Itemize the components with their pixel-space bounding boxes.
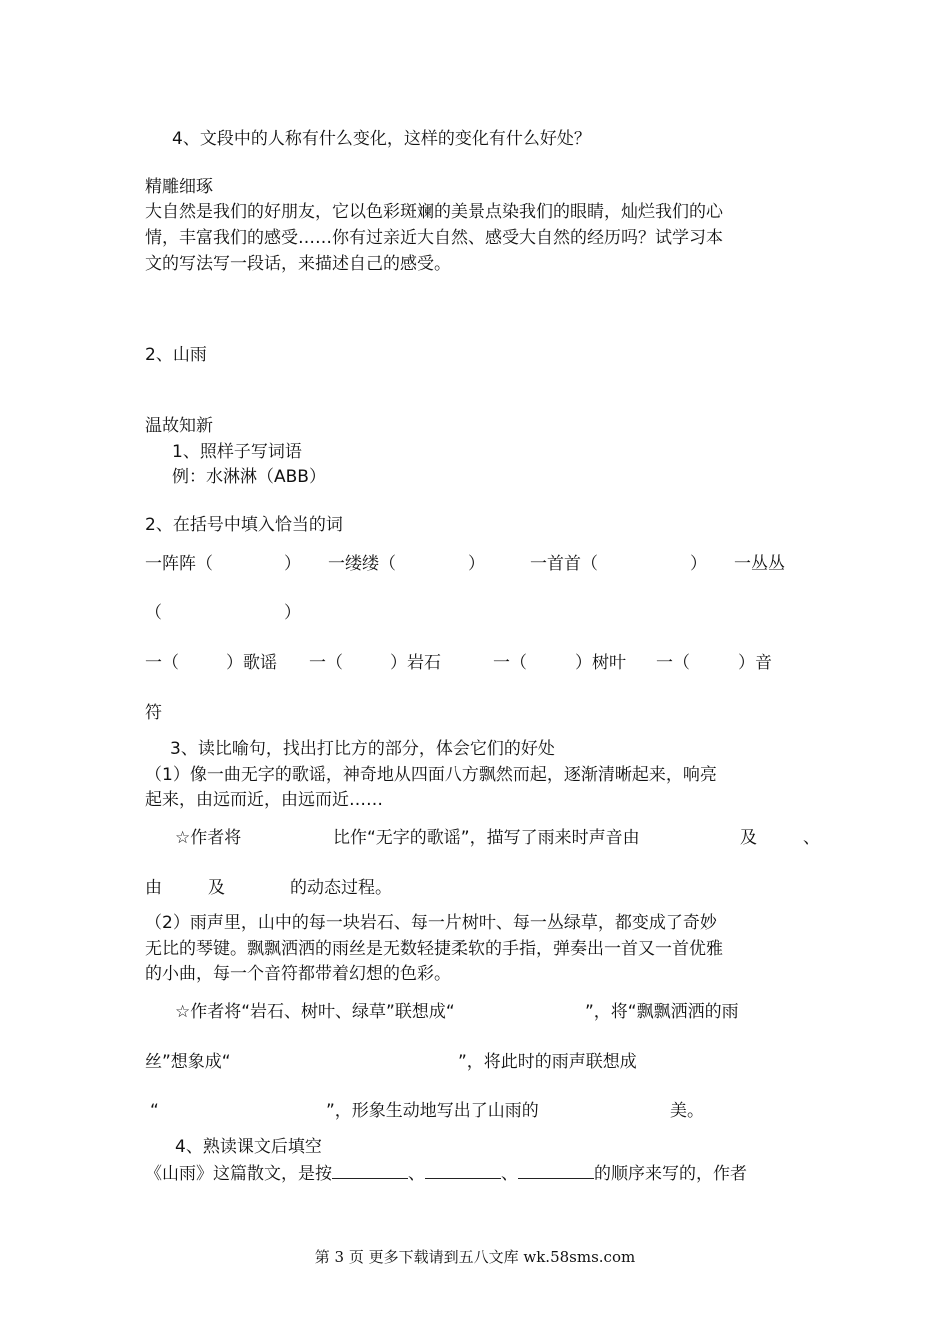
q2-r2-a: 一（: [145, 653, 179, 673]
q4-fill-part3: 、: [501, 1164, 518, 1184]
q2-r1b-open: （: [145, 603, 162, 623]
q4-fill-line: [145, 1162, 747, 1185]
q2-r2b: 符: [145, 703, 162, 723]
q2-r1-e: 一首首（: [530, 554, 598, 574]
q4-fill-part2: 、: [408, 1164, 425, 1184]
q3-a1-part1: ☆作者将: [175, 828, 242, 848]
q3-a1b-part3: 的动态过程。: [290, 878, 392, 898]
q3-a1-part2: 比作“无字的歌谣”，描写了雨来时声音由: [333, 828, 640, 848]
q3-a1-part3: 及: [740, 828, 757, 848]
q3-a2c-part3: 美。: [670, 1101, 704, 1121]
review-q1-example: 例：水淋淋（ABB）: [172, 467, 326, 487]
q3-a2b-part1: 丝”想象成“: [145, 1052, 231, 1072]
q4-fill-part1: 《山雨》这篇散文，是按: [145, 1164, 332, 1184]
q2-r2-e: 一（: [493, 653, 527, 673]
polish-line-1: 大自然是我们的好朋友，它以色彩斑斓的美景点染我们的眼睛，灿烂我们的心: [145, 202, 723, 222]
q3-sentence1-line2: 起来，由远而近，由远而近……: [145, 790, 383, 810]
q2-r2-c: 一（: [309, 653, 343, 673]
review-q2: 2、在括号中填入恰当的词: [145, 515, 343, 535]
q3-sentence1-line1: （1）像一曲无字的歌谣，神奇地从四面八方飘然而起，逐渐清晰起来，响亮: [145, 765, 717, 785]
section-heading-polish: 精雕细琢: [145, 177, 213, 197]
q4-blank-3[interactable]: [518, 1162, 594, 1179]
q4-fill-part4: 的顺序来写的，作者: [594, 1164, 747, 1184]
review-q3: 3、读比喻句，找出打比方的部分，体会它们的好处: [170, 739, 555, 759]
q2-r1-d: ）: [468, 554, 485, 574]
q3-a2b-part2: ”，将此时的雨声联想成: [458, 1052, 637, 1072]
q2-r2-b: ）歌谣: [226, 653, 277, 673]
q2-r2-d: ）岩石: [390, 653, 441, 673]
lesson-title: 2、山雨: [145, 345, 207, 365]
q2-r1-a: 一阵阵（: [145, 554, 213, 574]
q2-r2-f: ）树叶: [575, 653, 626, 673]
q3-a1b-part2: 及: [208, 878, 225, 898]
q2-r2-h: ）音: [738, 653, 772, 673]
q4-blank-2[interactable]: [425, 1162, 501, 1179]
q3-a1b-part1: 由: [145, 878, 162, 898]
q2-r2-g: 一（: [656, 653, 690, 673]
review-q4: 4、熟读课文后填空: [175, 1137, 322, 1157]
q3-a1-part4: 、: [803, 828, 820, 848]
q2-r1-b: ）: [284, 554, 301, 574]
q3-a2-part2: ”，将“飘飘洒洒的雨: [585, 1002, 739, 1022]
q3-a2c-part1: “: [150, 1101, 159, 1121]
q2-r1-c: 一缕缕（: [328, 554, 396, 574]
question-4-person-change: 4、文段中的人称有什么变化，这样的变化有什么好处？: [172, 129, 591, 149]
section-heading-review: 温故知新: [145, 416, 213, 436]
q3-sentence2-line2: 无比的琴键。飘飘洒洒的雨丝是无数轻捷柔软的手指，弹奏出一首又一首优雅: [145, 939, 723, 959]
q3-sentence2-line1: （2）雨声里，山中的每一块岩石、每一片树叶、每一丛绿草，都变成了奇妙: [145, 913, 717, 933]
polish-line-2: 情，丰富我们的感受……你有过亲近大自然、感受大自然的经历吗？试学习本: [145, 228, 723, 248]
q2-r1-f: ）: [690, 554, 707, 574]
review-q1: 1、照样子写词语: [172, 442, 302, 462]
q3-a2c-part2: ”，形象生动地写出了山雨的: [326, 1101, 539, 1121]
q4-blank-1[interactable]: [332, 1162, 408, 1179]
polish-line-3: 文的写法写一段话，来描述自己的感受。: [145, 254, 451, 274]
q3-a2-part1: ☆作者将“岩石、树叶、绿草”联想成“: [175, 1002, 455, 1022]
q3-sentence2-line3: 的小曲，每一个音符都带着幻想的色彩。: [145, 964, 451, 984]
q2-r1b-close: ）: [284, 603, 301, 623]
page-footer: 第 3 页 更多下载请到五八文库 wk.58sms.com: [314, 1248, 636, 1266]
q2-r1-g: 一丛丛: [734, 554, 785, 574]
